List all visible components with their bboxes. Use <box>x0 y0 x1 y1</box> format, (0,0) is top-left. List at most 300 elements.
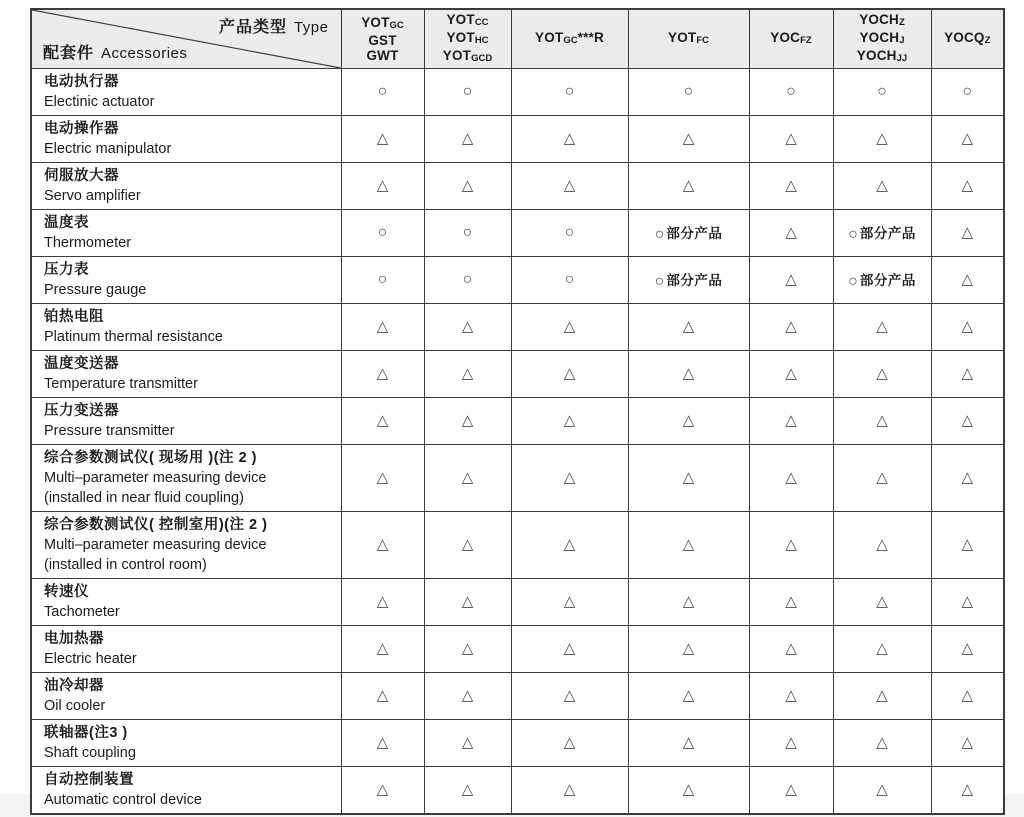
compatibility-cell-triangle <box>628 398 749 445</box>
compatibility-cell-circle-partial <box>628 210 749 257</box>
table-row <box>31 116 1004 163</box>
column-header-yocqz <box>931 9 1004 69</box>
compatibility-cell-triangle <box>341 720 424 767</box>
circle-mark-icon: ○ <box>786 83 796 100</box>
model-suffix: CC <box>474 17 489 28</box>
accessory-name-en: Multi–parameter measuring device <box>44 537 267 553</box>
table-row <box>31 257 1004 304</box>
triangle-mark-icon: △ <box>785 365 797 382</box>
model-text: GWT <box>366 48 399 63</box>
triangle-mark-icon: △ <box>785 130 797 147</box>
compatibility-cell-triangle <box>511 445 628 512</box>
product-type-label-zh: 产品类型 <box>218 19 287 36</box>
model-text: YOT <box>535 30 564 45</box>
compatibility-cell-triangle <box>424 304 511 351</box>
header-row <box>31 9 1004 69</box>
compatibility-cell-triangle <box>628 626 749 673</box>
triangle-mark-icon: △ <box>376 412 389 429</box>
compatibility-cell-circle <box>424 69 511 116</box>
accessory-name-en: Electinic actuator <box>44 94 155 110</box>
circle-mark-icon: ○ <box>848 226 858 243</box>
circle-mark-icon: ○ <box>654 273 665 290</box>
compatibility-cell-circle <box>833 69 931 116</box>
compatibility-cell-triangle <box>424 767 511 815</box>
compatibility-cell-triangle <box>424 163 511 210</box>
compatibility-cell-triangle <box>749 673 833 720</box>
triangle-mark-icon: △ <box>961 365 974 382</box>
column-header-yochz-yochj-yochjj <box>833 9 931 69</box>
triangle-mark-icon: △ <box>785 734 797 751</box>
triangle-mark-icon: △ <box>376 177 389 194</box>
compatibility-cell-circle <box>424 257 511 304</box>
accessory-label-cell <box>31 767 341 815</box>
model-name-line <box>425 48 511 66</box>
compatibility-cell-triangle <box>341 626 424 673</box>
triangle-mark-icon: △ <box>563 640 576 657</box>
partial-products-label: 部分产品 <box>859 273 916 288</box>
triangle-mark-icon: △ <box>376 536 389 553</box>
compatibility-cell-triangle <box>424 445 511 512</box>
compatibility-cell-circle <box>749 69 833 116</box>
compatibility-cell-circle <box>511 69 628 116</box>
compatibility-cell-triangle <box>749 210 833 257</box>
compatibility-cell-triangle <box>511 579 628 626</box>
triangle-mark-icon: △ <box>682 734 695 751</box>
compatibility-cell-triangle <box>833 673 931 720</box>
compatibility-cell-triangle <box>511 351 628 398</box>
accessory-label-cell <box>31 210 341 257</box>
triangle-mark-icon: △ <box>461 318 474 335</box>
circle-mark-icon: ○ <box>462 83 473 100</box>
triangle-mark-icon: △ <box>461 593 474 610</box>
compatibility-cell-triangle <box>341 116 424 163</box>
compatibility-cell-triangle <box>628 351 749 398</box>
accessory-name-en: Automatic control device <box>44 792 202 808</box>
compatibility-cell-triangle <box>749 579 833 626</box>
circle-mark-icon: ○ <box>377 271 388 288</box>
compatibility-cell-circle <box>341 257 424 304</box>
accessory-name-zh: 铂热电阻 <box>44 309 104 325</box>
column-header-yotcc-yothc-yotgcd <box>424 9 511 69</box>
model-suffix: Z <box>899 17 905 28</box>
triangle-mark-icon: △ <box>876 365 888 382</box>
compatibility-cell-triangle <box>341 579 424 626</box>
column-header-yotgc-starstarstar-r <box>511 9 628 69</box>
triangle-mark-icon: △ <box>376 734 389 751</box>
triangle-mark-icon: △ <box>376 687 389 704</box>
accessory-name-zh: 压力变送器 <box>44 403 119 419</box>
compatibility-cell-circle <box>424 210 511 257</box>
accessory-name-en: Servo amplifier <box>44 188 141 204</box>
compatibility-cell-triangle <box>833 512 931 579</box>
compatibility-cell-triangle <box>931 163 1004 210</box>
accessory-name-en: Temperature transmitter <box>44 376 198 392</box>
column-header-yotfc <box>628 9 749 69</box>
accessory-label-cell <box>31 163 341 210</box>
accessory-name-zh: 温度变送器 <box>44 356 119 372</box>
model-suffix: Z <box>984 35 991 46</box>
compatibility-cell-triangle <box>931 579 1004 626</box>
triangle-mark-icon: △ <box>682 781 695 798</box>
compatibility-cell-triangle <box>749 512 833 579</box>
compatibility-cell-triangle <box>424 673 511 720</box>
circle-mark-icon: ○ <box>462 271 473 288</box>
model-text: YOT <box>442 48 472 63</box>
triangle-mark-icon: △ <box>785 412 797 429</box>
compatibility-cell-triangle <box>833 720 931 767</box>
circle-mark-icon: ○ <box>564 224 575 241</box>
table-row <box>31 351 1004 398</box>
triangle-mark-icon: △ <box>961 687 974 704</box>
triangle-mark-icon: △ <box>876 536 888 553</box>
compatibility-cell-triangle <box>833 304 931 351</box>
triangle-mark-icon: △ <box>563 687 576 704</box>
model-suffix: FZ <box>800 35 812 46</box>
accessories-header <box>43 40 187 63</box>
compatibility-cell-triangle <box>931 351 1004 398</box>
table-row <box>31 69 1004 116</box>
accessory-label-cell <box>31 445 341 512</box>
triangle-mark-icon: △ <box>876 177 888 194</box>
model-suffix: GC <box>563 35 578 46</box>
triangle-mark-icon: △ <box>961 224 974 241</box>
triangle-mark-icon: △ <box>682 412 695 429</box>
compatibility-cell-triangle <box>511 116 628 163</box>
compatibility-cell-triangle <box>424 720 511 767</box>
triangle-mark-icon: △ <box>461 687 474 704</box>
triangle-mark-icon: △ <box>961 469 974 486</box>
compatibility-cell-circle <box>511 210 628 257</box>
accessory-name-en: Oil cooler <box>44 698 106 714</box>
table-row <box>31 767 1004 815</box>
triangle-mark-icon: △ <box>682 687 695 704</box>
compatibility-cell-triangle <box>749 398 833 445</box>
compatibility-cell-triangle <box>931 257 1004 304</box>
circle-mark-icon: ○ <box>683 83 694 100</box>
triangle-mark-icon: △ <box>876 781 888 798</box>
triangle-mark-icon: △ <box>961 318 974 335</box>
compatibility-cell-triangle <box>749 626 833 673</box>
triangle-mark-icon: △ <box>682 318 695 335</box>
triangle-mark-icon: △ <box>563 536 576 553</box>
triangle-mark-icon: △ <box>682 177 695 194</box>
compatibility-cell-triangle <box>628 304 749 351</box>
compatibility-cell-triangle <box>931 767 1004 815</box>
accessory-name-zh: 压力表 <box>44 262 89 278</box>
compatibility-cell-circle-partial <box>628 257 749 304</box>
compatibility-cell-triangle <box>931 398 1004 445</box>
triangle-mark-icon: △ <box>876 130 888 147</box>
model-suffix: GCD <box>471 53 493 64</box>
compatibility-cell-triangle <box>424 579 511 626</box>
compatibility-cell-triangle <box>749 767 833 815</box>
triangle-mark-icon: △ <box>461 412 474 429</box>
triangle-mark-icon: △ <box>785 271 797 288</box>
triangle-mark-icon: △ <box>961 177 974 194</box>
triangle-mark-icon: △ <box>461 781 474 798</box>
triangle-mark-icon: △ <box>876 640 888 657</box>
accessory-name-en: Electric manipulator <box>44 141 172 157</box>
triangle-mark-icon: △ <box>376 318 389 335</box>
compatibility-cell-triangle <box>931 512 1004 579</box>
product-type-label-en: Type <box>293 19 329 36</box>
accessory-name-zh: 电加热器 <box>44 631 104 647</box>
accessory-name-zh: 油冷却器 <box>44 678 104 694</box>
partial-products-label: 部分产品 <box>666 226 723 241</box>
accessory-name-en: Multi–parameter measuring device <box>44 470 267 486</box>
triangle-mark-icon: △ <box>961 271 974 288</box>
model-suffix: JJ <box>896 53 908 64</box>
compatibility-cell-triangle <box>628 579 749 626</box>
compatibility-cell-triangle <box>341 512 424 579</box>
triangle-mark-icon: △ <box>785 687 797 704</box>
accessory-name-en: Thermometer <box>44 235 132 251</box>
accessory-name-en: (installed in control room) <box>44 557 207 573</box>
triangle-mark-icon: △ <box>961 536 974 553</box>
compatibility-cell-triangle <box>833 445 931 512</box>
compatibility-cell-triangle <box>749 257 833 304</box>
triangle-mark-icon: △ <box>682 130 695 147</box>
accessory-name-zh: 伺服放大器 <box>44 168 119 184</box>
accessory-label-cell <box>31 351 341 398</box>
compatibility-cell-triangle <box>341 445 424 512</box>
triangle-mark-icon: △ <box>876 469 888 486</box>
model-name-line <box>342 48 424 63</box>
model-text: YOCH <box>856 48 897 63</box>
compatibility-cell-triangle <box>628 512 749 579</box>
compatibility-cell-triangle <box>931 116 1004 163</box>
compatibility-cell-triangle <box>628 445 749 512</box>
compatibility-cell-triangle <box>749 445 833 512</box>
table-row <box>31 626 1004 673</box>
model-text: YOT <box>667 30 697 45</box>
model-text: YOT <box>361 15 390 30</box>
compatibility-cell-triangle <box>833 116 931 163</box>
compatibility-cell-triangle <box>628 767 749 815</box>
compatibility-cell-triangle <box>749 116 833 163</box>
model-name-line <box>629 30 749 48</box>
accessory-label-cell <box>31 512 341 579</box>
accessory-label-cell <box>31 304 341 351</box>
triangle-mark-icon: △ <box>682 469 695 486</box>
model-name-line <box>342 33 424 48</box>
model-name-line <box>425 12 511 30</box>
triangle-mark-icon: △ <box>461 177 474 194</box>
accessory-label-cell <box>31 720 341 767</box>
compatibility-cell-triangle <box>424 398 511 445</box>
model-text: YOT <box>446 12 475 27</box>
triangle-mark-icon: △ <box>785 781 797 798</box>
accessory-name-zh: 转速仪 <box>44 584 89 600</box>
triangle-mark-icon: △ <box>682 593 695 610</box>
accessory-name-zh: 电动执行器 <box>44 74 119 90</box>
compatibility-cell-triangle <box>749 304 833 351</box>
model-suffix: FC <box>696 35 710 46</box>
accessories-compatibility-table <box>30 8 1005 815</box>
triangle-mark-icon: △ <box>376 469 389 486</box>
circle-mark-icon: ○ <box>564 271 575 288</box>
circle-mark-icon: ○ <box>377 83 388 100</box>
compatibility-cell-circle-partial <box>833 257 931 304</box>
triangle-mark-icon: △ <box>961 781 974 798</box>
table-row <box>31 720 1004 767</box>
triangle-mark-icon: △ <box>563 318 576 335</box>
compatibility-cell-triangle <box>511 767 628 815</box>
circle-mark-icon: ○ <box>462 224 473 241</box>
circle-mark-icon: ○ <box>877 83 887 100</box>
accessory-name-zh: 电动操作器 <box>44 121 119 137</box>
triangle-mark-icon: △ <box>563 177 576 194</box>
accessories-label-zh: 配套件 <box>43 45 95 62</box>
triangle-mark-icon: △ <box>682 536 695 553</box>
triangle-mark-icon: △ <box>876 318 888 335</box>
model-text: YOCQ <box>944 30 985 45</box>
accessory-name-en: Tachometer <box>44 604 120 620</box>
triangle-mark-icon: △ <box>563 130 576 147</box>
circle-mark-icon: ○ <box>564 83 575 100</box>
compatibility-cell-triangle <box>833 767 931 815</box>
compatibility-cell-triangle <box>931 445 1004 512</box>
compatibility-cell-triangle <box>341 304 424 351</box>
model-name-line <box>834 12 931 30</box>
compatibility-cell-triangle <box>833 163 931 210</box>
compatibility-cell-circle <box>628 69 749 116</box>
model-text: YOC <box>770 30 801 45</box>
triangle-mark-icon: △ <box>961 593 974 610</box>
model-text: GST <box>368 33 397 48</box>
model-suffix: J <box>899 35 905 46</box>
compatibility-cell-triangle <box>341 351 424 398</box>
triangle-mark-icon: △ <box>785 593 797 610</box>
triangle-mark-icon: △ <box>376 781 389 798</box>
compatibility-cell-triangle <box>341 767 424 815</box>
compatibility-cell-triangle <box>628 116 749 163</box>
triangle-mark-icon: △ <box>682 640 695 657</box>
compatibility-cell-triangle <box>424 351 511 398</box>
compatibility-cell-triangle <box>511 163 628 210</box>
circle-mark-icon: ○ <box>848 273 858 290</box>
compatibility-cell-circle <box>931 69 1004 116</box>
accessory-label-cell <box>31 398 341 445</box>
accessory-label-cell <box>31 257 341 304</box>
accessory-label-cell <box>31 69 341 116</box>
table-row <box>31 398 1004 445</box>
compatibility-cell-triangle <box>833 351 931 398</box>
triangle-mark-icon: △ <box>876 734 888 751</box>
compatibility-cell-triangle <box>341 163 424 210</box>
compatibility-cell-triangle <box>628 163 749 210</box>
compatibility-cell-triangle <box>424 626 511 673</box>
compatibility-cell-triangle <box>511 626 628 673</box>
compatibility-cell-triangle <box>931 304 1004 351</box>
column-header-yotgc-gst-gwt <box>341 9 424 69</box>
table-row <box>31 304 1004 351</box>
compatibility-cell-triangle <box>341 398 424 445</box>
accessory-name-zh: 综合参数测试仪( 现场用 )(注 2 ) <box>44 450 257 466</box>
model-text: YOT <box>446 30 475 45</box>
compatibility-cell-triangle <box>511 304 628 351</box>
accessory-name-en: Pressure gauge <box>44 282 147 298</box>
triangle-mark-icon: △ <box>785 640 797 657</box>
accessory-name-en: Shaft coupling <box>44 745 136 761</box>
table-row <box>31 163 1004 210</box>
triangle-mark-icon: △ <box>563 734 576 751</box>
accessory-name-en: (installed in near fluid coupling) <box>44 490 244 506</box>
compatibility-cell-triangle <box>511 512 628 579</box>
model-text: ***R <box>577 30 604 45</box>
triangle-mark-icon: △ <box>961 130 974 147</box>
accessory-name-zh: 综合参数测试仪( 控制室用)(注 2 ) <box>44 517 268 533</box>
compatibility-cell-triangle <box>341 673 424 720</box>
triangle-mark-icon: △ <box>785 224 797 241</box>
model-text: YOCH <box>859 12 899 27</box>
compatibility-cell-triangle <box>833 626 931 673</box>
compatibility-cell-triangle <box>424 512 511 579</box>
triangle-mark-icon: △ <box>785 469 797 486</box>
triangle-mark-icon: △ <box>461 734 474 751</box>
compatibility-cell-triangle <box>833 398 931 445</box>
compatibility-cell-triangle <box>749 351 833 398</box>
triangle-mark-icon: △ <box>461 365 474 382</box>
model-name-line <box>834 30 931 48</box>
table-row <box>31 445 1004 512</box>
accessory-label-cell <box>31 116 341 163</box>
compatibility-cell-triangle <box>931 626 1004 673</box>
circle-mark-icon: ○ <box>654 226 665 243</box>
triangle-mark-icon: △ <box>876 687 888 704</box>
partial-products-label: 部分产品 <box>859 226 916 241</box>
partial-products-label: 部分产品 <box>666 273 723 288</box>
triangle-mark-icon: △ <box>376 640 389 657</box>
circle-mark-icon: ○ <box>377 224 388 241</box>
compatibility-cell-circle <box>341 69 424 116</box>
compatibility-cell-triangle <box>511 720 628 767</box>
table-row <box>31 579 1004 626</box>
accessories-label-en: Accessories <box>101 45 188 62</box>
triangle-mark-icon: △ <box>961 412 974 429</box>
compatibility-cell-triangle <box>749 720 833 767</box>
accessory-label-cell <box>31 626 341 673</box>
compatibility-cell-triangle <box>628 720 749 767</box>
compatibility-cell-triangle <box>749 163 833 210</box>
triangle-mark-icon: △ <box>876 593 888 610</box>
triangle-mark-icon: △ <box>461 640 474 657</box>
accessory-name-en: Platinum thermal resistance <box>44 329 223 345</box>
triangle-mark-icon: △ <box>376 593 389 610</box>
compatibility-cell-triangle <box>931 720 1004 767</box>
triangle-mark-icon: △ <box>563 593 576 610</box>
triangle-mark-icon: △ <box>563 469 576 486</box>
accessory-name-zh: 自动控制装置 <box>44 772 134 788</box>
compatibility-cell-triangle <box>833 579 931 626</box>
triangle-mark-icon: △ <box>563 781 576 798</box>
accessory-label-cell <box>31 579 341 626</box>
triangle-mark-icon: △ <box>376 130 389 147</box>
triangle-mark-icon: △ <box>785 536 797 553</box>
table-row <box>31 210 1004 257</box>
compatibility-cell-triangle <box>511 673 628 720</box>
model-suffix: GC <box>389 20 404 31</box>
table-row <box>31 673 1004 720</box>
accessory-name-zh: 温度表 <box>44 215 89 231</box>
compatibility-cell-circle <box>511 257 628 304</box>
compatibility-cell-circle-partial <box>833 210 931 257</box>
compatibility-cell-circle <box>341 210 424 257</box>
triangle-mark-icon: △ <box>961 640 974 657</box>
accessory-name-en: Electric heater <box>44 651 137 667</box>
triangle-mark-icon: △ <box>563 412 576 429</box>
model-name-line <box>512 30 628 48</box>
